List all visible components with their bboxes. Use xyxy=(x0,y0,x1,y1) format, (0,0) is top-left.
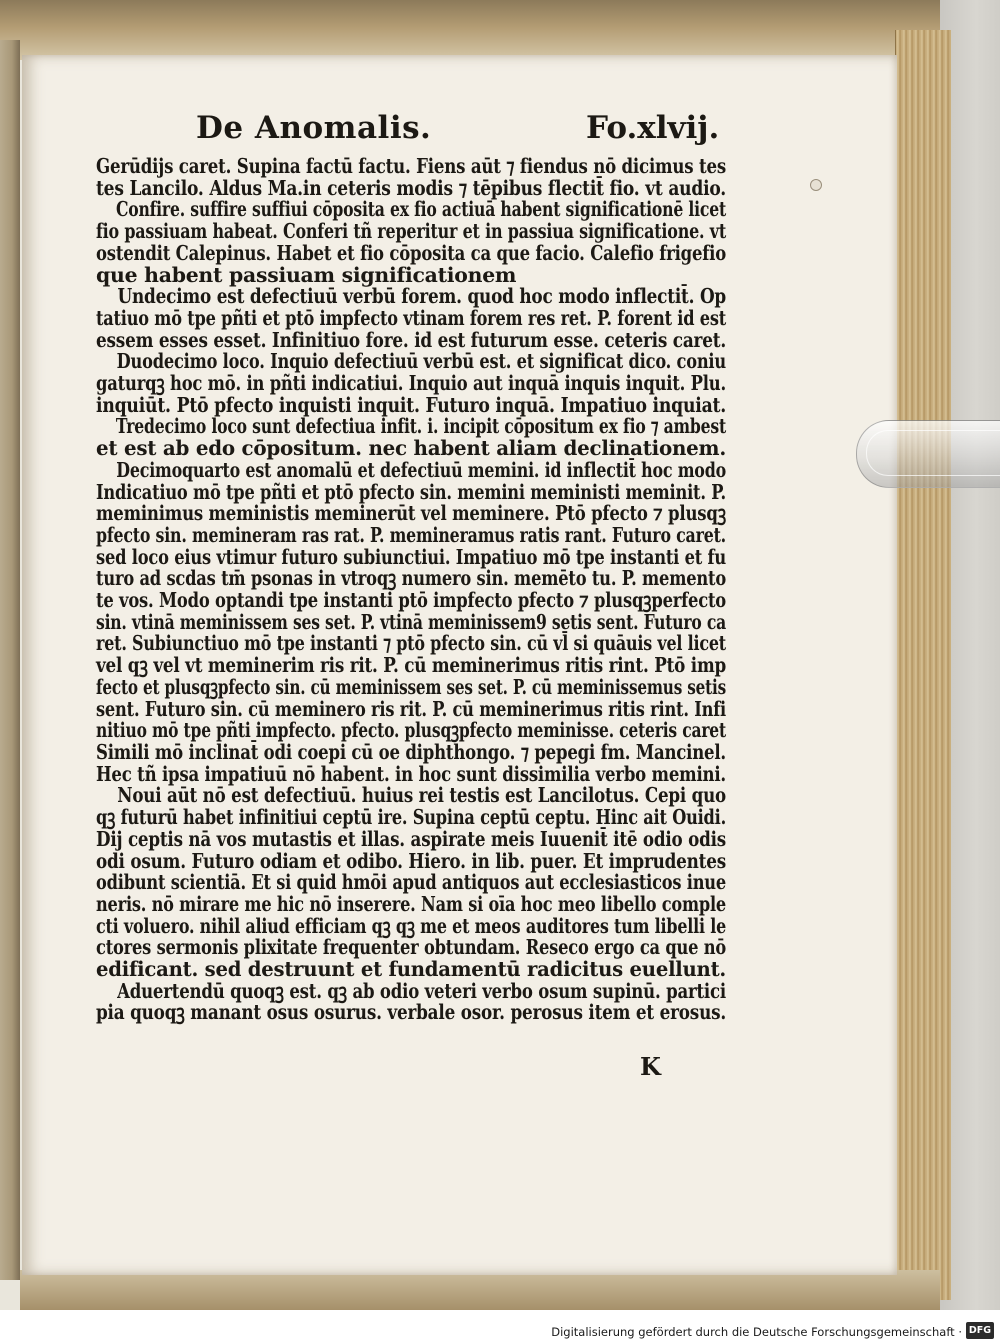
text-line: Decimoquarto est anomalū et defectiuū memini. id inflectit̄ hoc modo xyxy=(116,457,726,482)
text-line: Indicatiuo mō tpe pñti et ptō pfecto sin. memini meministi meminit. P. xyxy=(96,479,726,504)
text-line: vel qꝫ vel vt meminerim ris rit. P. cū meminerimus ritis rint. Ptō imp xyxy=(96,653,727,678)
text-line: pia quoqꝫ manant osus osurus. verbale osor. perosus item et erosus. xyxy=(96,1000,727,1025)
plastic-page-clip-highlight xyxy=(866,430,1000,476)
text-line: Simili mō inclinat̄ odi coepi cū oe diphthongo. ⁊ pepegi fm. Mancinel. xyxy=(96,739,726,764)
text-line: que habent passiuam significationem xyxy=(96,262,517,287)
text-line: inquiūt. Ptō pfecto inquisti inquit. Futuro inquā. Impatiuo inquiat. xyxy=(96,392,727,417)
text-line: Confire. suffire suffiui cōposita ex fio actiuā habent significationē licet xyxy=(115,197,727,222)
text-line: Hec tñ ipsa impatiuū nō habent. in hoc sunt dissimilia verbo memini. xyxy=(96,761,726,786)
text-line: ctores sermonis plixitate frequenter obtundam. Reseco ergo ca que nō xyxy=(96,935,726,960)
text-line: nitiuo mō tpe pñti impfecto. pfecto. plusqꝫpfecto meminisse. ceteris caret xyxy=(96,718,726,743)
text-line: sent. Futuro sin. cū meminero ris rit. P. cū meminerimus ritis rint. Infi xyxy=(96,696,726,721)
text-line: qꝫ futurū habet infinitiui ceptū ire. Supina ceptū ceptu. Hinc ait Ouidi. xyxy=(96,805,727,830)
text-lines xyxy=(96,156,726,1024)
running-head: De Anomalis. xyxy=(196,110,432,146)
page-hole xyxy=(810,179,822,191)
fore-edge-page-stack xyxy=(895,30,951,1300)
text-line: essem esses esset. Infinitiuo fore. id est futurum esse. ceteris caret. xyxy=(96,327,726,352)
text-line: pfecto sin. memineram ras rat. P. memineramus ratis rant. Futuro caret. xyxy=(96,522,726,547)
text-line: turo ad scdas tm̄ psonas in vtroqꝫ numero sin. memēto tu. P. memento xyxy=(96,566,727,591)
text-line: gaturqꝫ hoc mō. in pñti indicatiui. Inquio aut inquā inquis inquit. Plu. xyxy=(96,371,726,396)
text-line: sed loco eius vtimur futuro subiunctiui. Impatiuo mō tpe instanti et fu xyxy=(96,544,726,569)
text-line: ret. Subiunctiuo mō tpe instanti ⁊ ptō pfecto sin. cū vl̄ si quāuis vel licet xyxy=(96,631,726,656)
text-line: fio passiuam habeat. Conferi tñ reperitur et in passiua significatione. vt xyxy=(96,219,727,244)
text-line: Dij ceptis nā vos mutastis et illas. aspirate meis Iuuenit̄ itē odio odis xyxy=(96,826,726,851)
text-line: ostendit Calepinus. Habet et fio cōposita ca que facio. Calefio frigefio xyxy=(96,240,727,265)
book-top-edge xyxy=(0,0,940,60)
text-line: Noui aūt nō est defectiuū. huius rei testis est Lancilotus. Cepi quo xyxy=(117,783,726,808)
page-text xyxy=(96,110,726,1024)
text-line: sin. vtinā meminissem ses set. P. vtinā meminissem9 setis sent. Futuro ca xyxy=(96,609,727,634)
text-line: Duodecimo loco. Inquio defectiuū verbū est. et significat dico. coniu xyxy=(116,349,726,374)
text-line: edificant. sed destruunt et fundamentū radicitus euellunt. xyxy=(96,957,727,982)
text-line: meminimus meministis meminerūt vel meminere. Ptō pfecto ⁊ plusqꝫ xyxy=(96,501,726,526)
book-bottom-edge xyxy=(20,1270,940,1310)
text-line: odi osum. Futuro odiam et odibo. Hiero. in lib. puer. Et imprudentes xyxy=(96,848,726,873)
dfg-logo: DFG xyxy=(966,1322,994,1339)
text-line: Aduertendū quoqꝫ est. qꝫ ab odio veteri verbo osum supinū. partici xyxy=(117,978,726,1003)
text-line: fecto et plusqꝫpfecto sin. cū meminissem ses set. P. cū meminissemus setis xyxy=(96,674,727,699)
text-line: Gerūdijs caret. Supina factū factu. Fiens aūt ⁊ fiendus nō dicimus tes xyxy=(96,154,726,178)
text-line: cti voluero. nihil aliud efficiam qꝫ qꝫ me et meos auditores tum libelli le xyxy=(96,913,727,938)
text-line: tes Lancilo. Aldus Ma.in ceteris modis ⁊ tēpibus flectit̄ fio. vt audio. xyxy=(96,175,726,200)
folio-number: Fo.xlvij. xyxy=(586,110,720,146)
text-line: odibunt scientiā. Et si quid hmōi apud antiquos aut ecclesiasticos inue xyxy=(96,870,727,895)
facing-page-edge xyxy=(0,40,20,1280)
text-line: neris. nō mirare me hic nō inserere. Nam si oīa hoc meo libello comple xyxy=(96,891,727,916)
text-line: te vos. Modo optandi tpe instanti ptō impfecto pfecto ⁊ plusqꝫperfecto xyxy=(96,588,727,613)
signature-mark: K xyxy=(640,1052,661,1081)
text-line: Undecimo est defectiuū verbū forem. quod hoc modo inflectit̄. Op xyxy=(117,284,727,309)
text-line: tatiuo mō tpe pñti et ptō impfecto vtinam forem res ret. P. forent id est xyxy=(96,305,726,330)
page-header xyxy=(96,110,726,156)
text-line: Tredecimo loco sunt defectiua infit. i. incipit cōpositum ex fio ⁊ ambest xyxy=(115,414,727,439)
digitization-credit: Digitalisierung gefördert durch die Deutsche Forschungsgemeinschaft · xyxy=(551,1325,962,1339)
text-line: et est ab edo cōpositum. nec habent aliam declinationem. xyxy=(96,436,726,461)
